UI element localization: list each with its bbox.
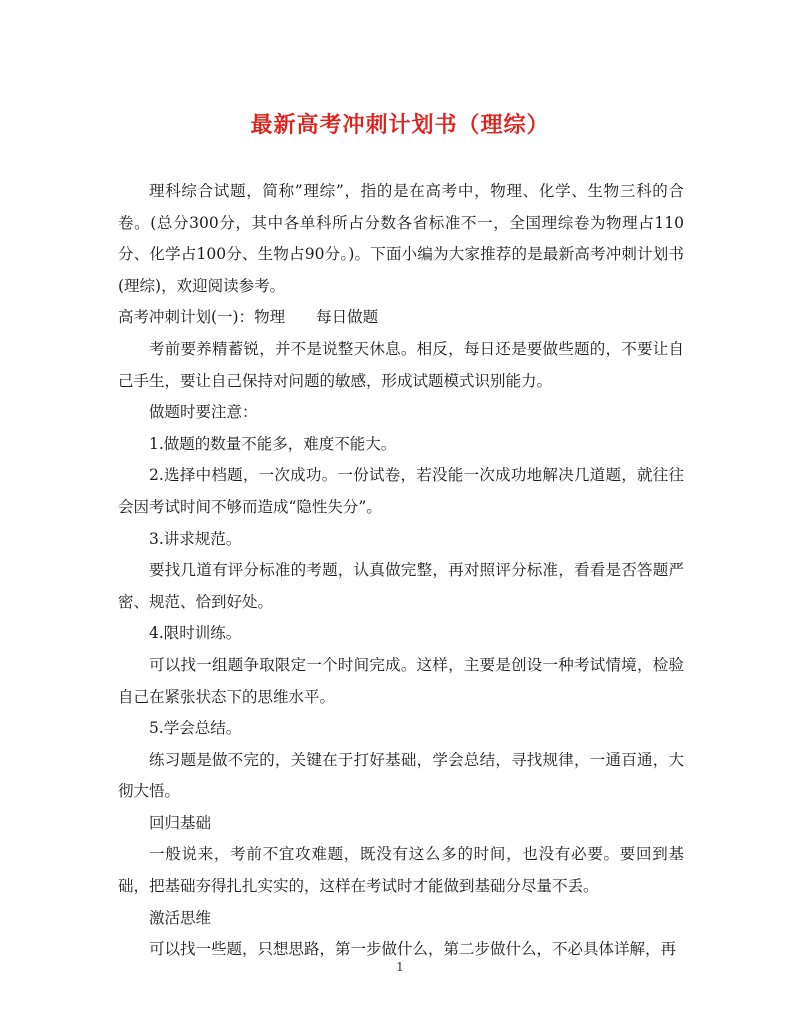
paragraph-basics: 一般说来，考前不宜攻难题，既没有这么多的时间，也没有必要。要回到基础，把基础夯得扎扎实实的，这样在考试时才能做到基础分尽量不丢。 bbox=[118, 845, 684, 896]
paragraph-standards: 要找几道有评分标准的考题，认真做完整，再对照评分标准，看看是否答题严密、规范、恰到好处。 bbox=[118, 561, 684, 611]
list-item-4: 4.限时训练。 bbox=[149, 624, 242, 643]
paragraph-rest-advice: 考前要养精蓄锐，并不是说整天休息。相反，每日还是要做些题的，不要让自己手生，要让自己保持对问题的敏感，形成试题模式识别能力。 bbox=[118, 339, 684, 390]
list-item-1: 1.做题的数量不能多，难度不能大。 bbox=[149, 434, 397, 453]
section-heading-basics: 回归基础 bbox=[149, 813, 212, 832]
paragraph-thinking: 可以找一些题，只想思路，第一步做什么，第二步做什么，不必具体详解，再 bbox=[149, 940, 677, 959]
paragraph-intro: 理科综合试题，简称”理综”，指的是在高考中，物理、化学、生物三科的合卷。(总分300分，其中各单科所占分数各省标准不一，全国理综卷为物理占110分、化学占100分、生物占90分。)。下面小编为大家推荐的是最新高考冲刺计划书(理综)，欢迎阅读参考。 bbox=[118, 182, 684, 295]
paragraph-notes-heading: 做题时要注意： bbox=[149, 403, 258, 422]
paragraph-summary: 练习题是做不完的，关键在于打好基础，学会总结，寻找规律，一通百通，大彻大悟。 bbox=[118, 750, 684, 801]
document-title: 最新高考冲刺计划书（理综） bbox=[250, 112, 550, 138]
section-heading-physics: 高考冲刺计划(一)：物理 每日做题 bbox=[118, 308, 379, 327]
document-body bbox=[118, 176, 684, 966]
list-item-5: 5.学会总结。 bbox=[149, 719, 242, 738]
list-item-2: 2.选择中档题，一次成功。一份试卷，若没能一次成功地解决几道题，就往往会因考试时间不够而造成“隐性失分”。 bbox=[118, 466, 684, 516]
section-heading-thinking: 激活思维 bbox=[149, 908, 212, 927]
page-number: 1 bbox=[396, 960, 404, 974]
list-item-3: 3.讲求规范。 bbox=[149, 529, 242, 548]
paragraph-timed-training: 可以找一组题争取限定一个时间完成。这样，主要是创设一种考试情境，检验自己在紧张状态下的思维水平。 bbox=[118, 655, 684, 706]
